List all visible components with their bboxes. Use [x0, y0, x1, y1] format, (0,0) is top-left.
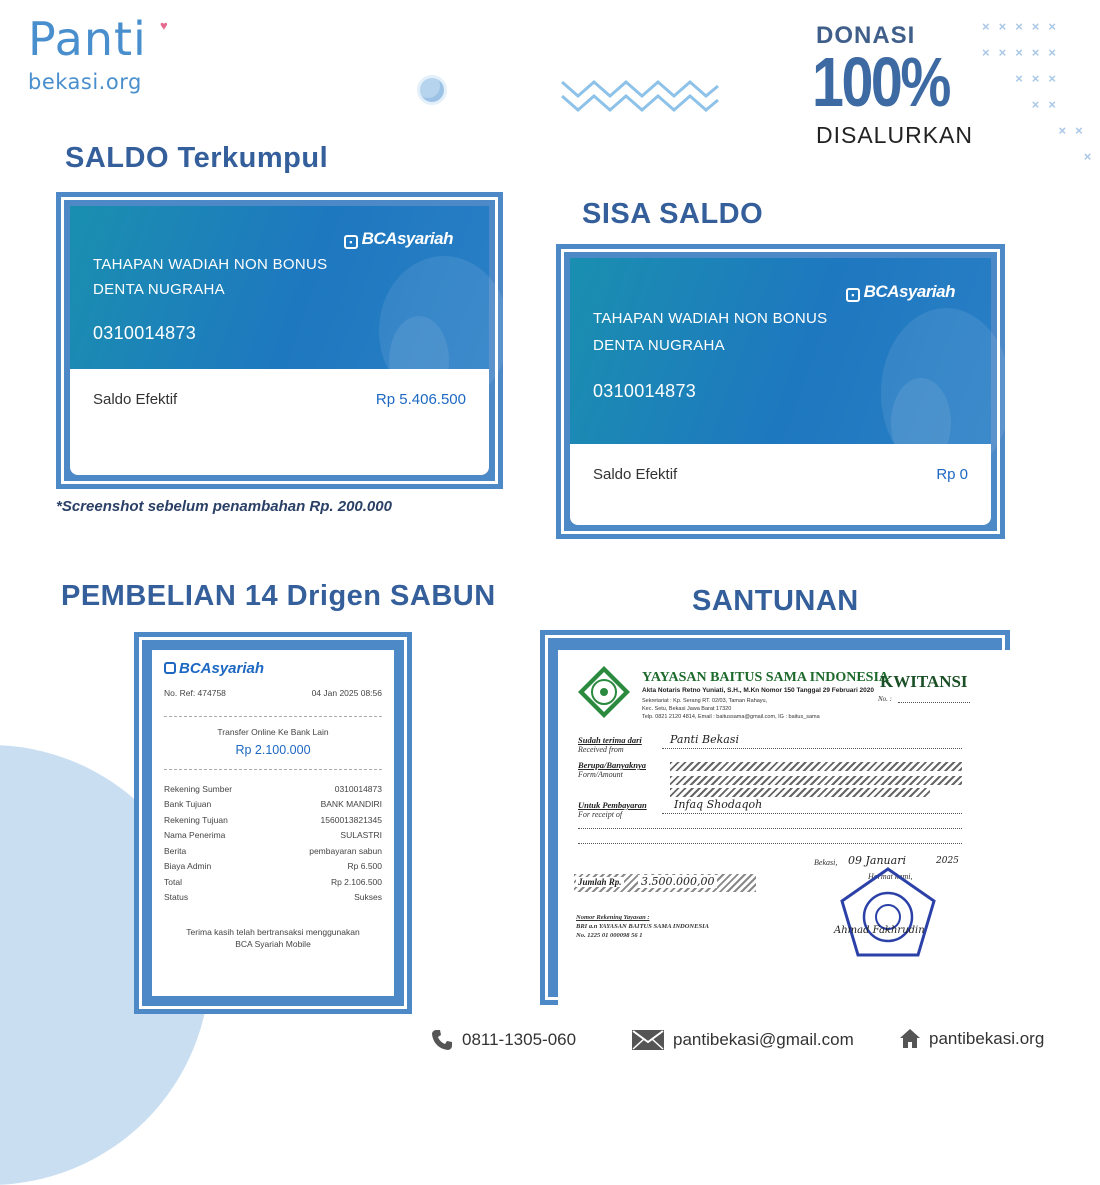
card1-line1: TAHAPAN WADIAH NON BONUS — [93, 256, 328, 273]
bank-card-2 — [570, 258, 991, 525]
kwitansi-sekretariat: Sekretariat : Kp. Serang RT. 02/03, Taman Rahayu, — [642, 698, 768, 704]
received-value: Panti Bekasi — [670, 733, 739, 746]
card1-header — [70, 206, 489, 369]
receipt-ref: No. Ref: 474758 — [164, 688, 226, 698]
kwitansi-no: No. : — [878, 695, 892, 703]
card2-frame — [556, 244, 1005, 539]
receipt-row: Status Sukses — [164, 892, 382, 902]
kwitansi-place: Bekasi, — [814, 858, 838, 867]
home-icon — [899, 1028, 921, 1050]
receipt-meta — [164, 686, 382, 702]
bubble-decoration — [417, 75, 447, 105]
receipt-row: Rekening Tujuan 1560013821345 — [164, 814, 382, 825]
jumlah-value: 3.500.000,00 — [638, 875, 717, 888]
card2-header — [570, 258, 991, 444]
kwitansi-org: YAYASAN BAITUS SAMA INDONESIA — [642, 670, 890, 685]
card1-line2: DENTA NUGRAHA — [93, 281, 225, 298]
card2-account: 0310014873 — [593, 381, 697, 401]
zigzag-decoration — [560, 74, 720, 118]
receipt-amount: Rp 2.100.000 — [235, 742, 311, 757]
amount-sub: Form/Amount — [578, 770, 623, 779]
dots-pattern: ××××× ××××× ××× ×× ×× × — [945, 19, 1100, 164]
logo-domain: bekasi.org — [28, 70, 142, 94]
card2-line1: TAHAPAN WADIAH NON BONUS — [593, 310, 828, 327]
rek-bank: BRI a.n YAYASAN BAITUS SAMA INDONESIA — [576, 923, 709, 930]
title-santunan: SANTUNAN — [692, 585, 859, 617]
receipt-row: Biaya Admin Rp 6.500 — [164, 861, 382, 871]
kwitansi-document — [558, 650, 1028, 1025]
card1-balance-label: Saldo Efektif — [93, 390, 178, 408]
phone-icon — [430, 1028, 454, 1052]
receipt-row: Bank Tujuan BANK MANDIRI — [164, 799, 382, 809]
heart-icon: ♥ — [160, 18, 168, 33]
card2-line2: DENTA NUGRAHA — [593, 337, 725, 354]
bank-card-1 — [70, 206, 489, 475]
purpose-label: Untuk Pembayaran — [578, 800, 647, 810]
title-saldo-terkumpul: SALDO Terkumpul — [65, 142, 329, 174]
bca-logo: BCAsyariah — [164, 660, 382, 677]
kwitansi-title: KWITANSI — [880, 672, 968, 691]
kwitansi-akta: Akta Notaris Retno Yuniati, S.H., M.Kn Nomor 150 Tanggal 29 Februari 2020 — [642, 687, 875, 694]
purpose-sub: For receipt of — [578, 810, 623, 819]
screenshot-note: *Screenshot sebelum penambahan Rp. 200.000 — [56, 498, 392, 515]
title-sisa-saldo: SISA SALDO — [582, 198, 764, 230]
bca-logo: ▪ BCAsyariah — [846, 282, 955, 302]
jumlah-label: Jumlah Rp. — [578, 877, 622, 887]
footer-email-text: pantibekasi@gmail.com — [673, 1030, 854, 1049]
card1-balance-value: Rp 5.406.500 — [375, 390, 466, 408]
kwitansi-kec: Kec. Setu, Bekasi Jawa Barat 17320 — [642, 706, 732, 712]
receipt-row: Rekening Sumber 0310014873 — [164, 783, 382, 794]
kwitansi-date: 09 Januari — [848, 854, 906, 867]
receipt-row: Nama Penerima SULASTRI — [164, 830, 382, 840]
footer-phone-text: 0811-1305-060 — [462, 1030, 577, 1049]
receipt-rows — [164, 782, 382, 906]
badge-top: DONASI — [816, 22, 916, 49]
kwitansi-frame — [540, 630, 1010, 1005]
received-sub: Received from — [578, 745, 624, 754]
receipt-frame — [134, 632, 412, 1014]
card2-balance-label: Saldo Efektif — [593, 465, 678, 483]
kwitansi-telp: Telp. 0821 2120 4814, Email : baitussama@gmail.com, IG : baitus_sama — [642, 714, 820, 720]
kwitansi-year: 2025 — [936, 856, 959, 866]
mail-icon — [631, 1028, 665, 1052]
card2-balance-value: Rp 0 — [936, 465, 968, 483]
card1-balance-row — [70, 369, 489, 429]
receipt-row: Berita pembayaran sabun — [164, 845, 382, 856]
footer-phone[interactable] — [430, 1028, 576, 1052]
rek-title: Nomor Rekening Yayasan : — [576, 914, 650, 921]
card1-account: 0310014873 — [93, 323, 197, 343]
card1-frame — [56, 192, 503, 489]
badge-percent: 100% — [812, 43, 949, 121]
receipt-datetime: 04 Jan 2025 08:56 — [311, 688, 382, 698]
rek-no: No. 1225 01 000098 56 1 — [576, 932, 643, 939]
kwitansi-hormat: Hormat kami, — [868, 872, 913, 881]
title-pembelian: PEMBELIAN 14 Drigen SABUN — [61, 580, 496, 612]
footer-email[interactable] — [631, 1028, 854, 1052]
stamp-icon — [838, 865, 938, 960]
bca-logo: ▪ BCAsyariah — [344, 229, 453, 249]
card2-balance-row — [570, 444, 991, 504]
transfer-receipt — [152, 650, 394, 996]
amount-label: Berupa/Banyaknya — [578, 760, 647, 770]
footer-web[interactable] — [899, 1028, 1044, 1050]
receipt-row: Total Rp 2.106.500 — [164, 876, 382, 887]
badge-bottom: DISALURKAN — [816, 122, 973, 148]
purpose-value: Infaq Shodaqoh — [674, 798, 763, 811]
logo-panti: Panti — [28, 12, 147, 66]
signer-name: Ahmad Fakhrudin — [834, 925, 925, 936]
receipt-thanks: Terima kasih telah bertransaksi menggunakan BCA Syariah Mobile — [186, 926, 360, 949]
receipt-type: Transfer Online Ke Bank Lain — [217, 726, 329, 737]
received-label: Sudah terima dari — [578, 735, 642, 745]
footer-web-text: pantibekasi.org — [929, 1029, 1045, 1048]
yayasan-emblem-icon — [576, 664, 632, 720]
